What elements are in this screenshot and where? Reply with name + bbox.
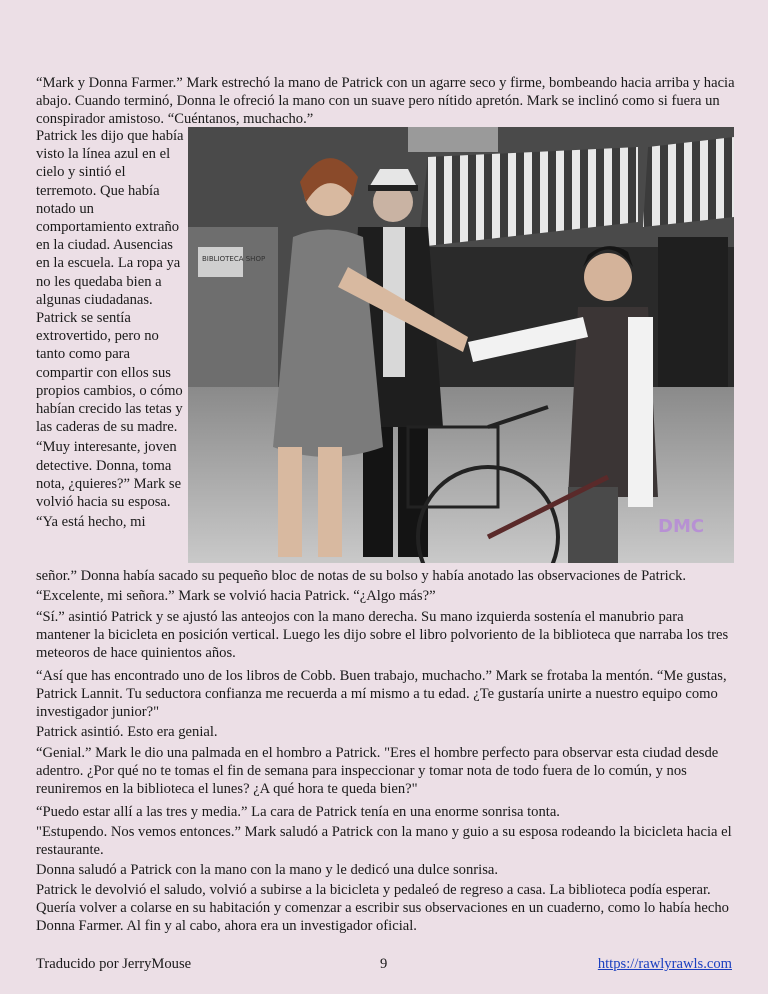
paragraph-intro: “Mark y Donna Farmer.” Mark estrechó la mano de Patrick con un agarre seco y firme, bombeando hacia arriba y hacia abajo. Cuando terminó, Donna le ofreció la mano con un suave pero nítido apretón. Mark se inclinó como si fuera un conspirador amistoso. “Cuéntanos, muchacho.” [36, 75, 735, 128]
paragraph-2: señor.” Donna había sacado su pequeño bloc de notas de su bolso y había anotado las observaciones de Patrick. [36, 568, 687, 584]
paragraph-10: Donna saludó a Patrick con la mano con la mano y le dedicó una dulce sonrisa. [36, 862, 498, 878]
story-illustration [188, 127, 734, 563]
page-number: 9 [380, 956, 388, 972]
shop-sign: BIBLIOTECA SHOP [202, 255, 266, 263]
paragraph-11: Patrick le devolvió el saludo, volvió a subirse a la bicicleta y pedaleó de regreso a casa. La biblioteca podía esperar. Quería volver a colarse en su habitación y comenzar a escribir sus observaciones en un cuaderno, como lo había hecho Donna Farmer. Al fin y al cabo, ahora era un investigador oficial. [36, 882, 729, 935]
paragraph-4: “Sí.” asintió Patrick y se ajustó las anteojos con la mano derecha. Su mano izquierda sostenía el manubrio para mantener la bicicleta en posición vertical. Luego les dijo sobre el libro polvoriento de la biblioteca que narraba los tres meteoros de hace quinientos años. [36, 609, 729, 662]
side-paragraph-3: “Ya está hecho, mi [36, 514, 146, 531]
translator-credit: Traducido por JerryMouse [36, 956, 192, 972]
watermark-logo: DMC [658, 516, 705, 537]
paragraph-6: Patrick asintió. Esto era genial. [36, 724, 218, 740]
paragraph-8: “Puedo estar allí a las tres y media.” La cara de Patrick tenía en una enorme sonrisa tonta. [36, 804, 560, 820]
paragraph-5: “Así que has encontrado uno de los libros de Cobb. Buen trabajo, muchacho.” Mark se frotaba la mentón. “Me gustas, Patrick Lannit. Tu seductora confianza me recuerda a mí mismo a tu edad. ¿Te gustaría unirte a nuestro equipo como investigador junior?" [36, 668, 727, 721]
paragraph-7: “Genial.” Mark le dio una palmada en el hombro a Patrick. "Eres el hombre perfecto para observar esta ciudad desde adentro. ¿Por qué no te tomas el fin de semana para inspeccionar y tomar nota de todo fuera de lo común, y nos reuniremos en la biblioteca el lunes? ¿A qué hora te queda bien?" [36, 745, 719, 798]
side-paragraph-2: “Muy interesante, joven detective. Donna, toma nota, ¿quieres?” Mark se volvió hacia su esposa. [36, 439, 182, 511]
side-paragraph-1: Patrick les dijo que había visto la línea azul en el cielo y sintió el terremoto. Que había notado un comportamiento extraño en la ciudad. Ausencias en la escuela. La ropa ya no les quedaba bien a algunas ciudadanas. Patrick se sentía extrovertido, pero no tanto como para compartir con ellos sus propios cambios, o cómo habían crecido las tetas y las caderas de su madre. [36, 128, 184, 436]
website-link[interactable]: https://rawlyrawls.com [597, 956, 732, 972]
paragraph-3: “Excelente, mi señora.” Mark se volvió hacia Patrick. “¿Algo más?” [36, 588, 436, 604]
side-column-text [36, 127, 188, 533]
paragraph-9: "Estupendo. Nos vemos entonces.” Mark saludó a Patrick con la mano y guio a su esposa rodeando la bicicleta hacia el restaurante. [36, 824, 732, 859]
